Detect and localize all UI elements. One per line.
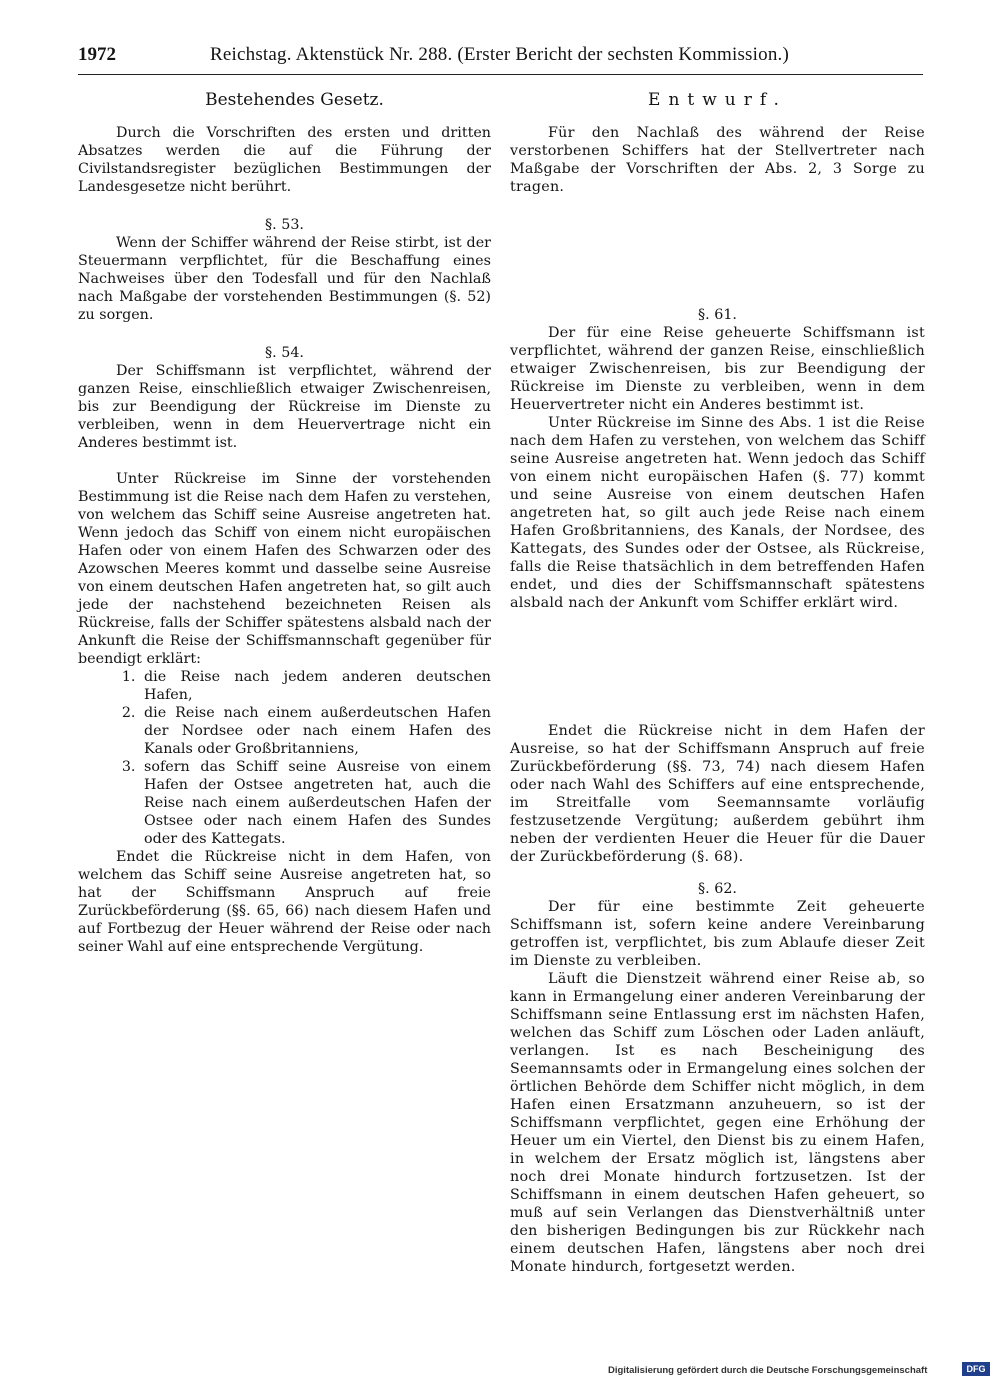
page-number: 1972 — [78, 44, 116, 65]
header-rule — [78, 74, 923, 75]
list-item: 2. die Reise nach einem außerdeutschen Hafen der Nordsee oder nach einem Hafen des Kanals oder Großbritanniens, — [140, 704, 491, 758]
running-header — [78, 44, 923, 70]
right-column-title: Entwurf. — [648, 90, 787, 110]
left-section-53-heading: §. 53. — [265, 217, 304, 233]
left-section-54-heading: §. 54. — [265, 345, 304, 361]
left-paragraph-53: Wenn der Schiffer während der Reise stirbt, ist der Steuermann verpflichtet, für die Beschaffung eines Nachweises über den Todesfall und für den Nachlaß nach Maßgabe der vorstehenden Bestimmungen (§. 52) zu sorgen. — [78, 235, 491, 323]
left-paragraph-intro: Durch die Vorschriften des ersten und dritten Absatzes werden die auf die Führung der Civilstandsregister bezüglichen Bestimmungen der Landesgesetze nicht berührt. — [78, 125, 491, 195]
right-paragraph-intro: Für den Nachlaß des während der Reise verstorbenen Schiffers hat der Stellvertreter nach Maßgabe der Vorschriften der Abs. 2, 3 Sorge zu tragen. — [510, 125, 925, 195]
right-section-62-heading: §. 62. — [698, 881, 737, 897]
footer-credit: Digitalisierung gefördert durch die Deutsche Forschungsgemeinschaft — [608, 1365, 928, 1376]
dfg-logo: DFG — [962, 1362, 990, 1376]
right-paragraph-62a: Der für eine bestimmte Zeit geheuerte Schiffsmann ist, sofern keine andere Vereinbarung getroffen ist, verpflichtet, bis zum Ablaufe dieser Zeit im Dienste zu verbleiben. — [510, 899, 925, 969]
left-paragraph-54b: Unter Rückreise im Sinne der vorstehenden Bestimmung ist die Reise nach dem Hafen zu verstehen, von welchem das Schiff seine Ausreise angetreten hat. Wenn jedoch das Schiff von einem nicht europäischen Hafen oder von einem Hafen des Schwarzen oder des Azowschen Meeres kommt und dasselbe seine Ausreise von einem deutschen Hafen angetreten hat, so gilt auch jede der nachstehend bezeichneten Reisen als Rückreise, falls der Schiffer spätestens alsbald nach der Ankunft die Reise der Schiffsmannschaft gegenüber für beendigt erklärt: — [78, 471, 491, 667]
right-paragraph-62b: Läuft die Dienstzeit während einer Reise ab, so kann in Ermangelung einer anderen Vereinbarung der Schiffsmann seine Entlassung erst im nächsten Hafen, welchen das Schiff zum Löschen oder Laden anläuft, verlangen. Ist es nach Bescheinigung des Seemannsamts oder in Ermangelung eines solchen der örtlichen Behörde dem Schiffer nicht möglich, in dem Hafen einen Ersatzmann anzuheuern, so ist der Schiffsmann verpflichtet, gegen eine Erhöhung der Heuer um ein Viertel, den Dienst bis zu einem Hafen, in welchem der Ersatz möglich ist, längstens aber noch drei Monate hindurch fortzusetzen. Ist der Schiffsmann in einem deutschen Hafen geheuert, so muß auf sein Verlangen das Dienstverhältniß unter den bisherigen Bedingungen bis zur Rückkehr nach einem deutschen Hafen, längstens aber noch drei Monate hindurch, fortgesetzt werden. — [510, 971, 925, 1275]
right-column — [510, 90, 925, 1276]
running-title: Reichstag. Aktenstück Nr. 288. (Erster Bericht der sechsten Kommission.) — [210, 44, 790, 65]
list-item: 3. sofern das Schiff seine Ausreise von einem Hafen der Ostsee angetreten hat, auch die Reise nach einem außerdeutschen Hafen der Ostsee oder nach einem Hafen des Sundes oder des Kattegats. — [140, 758, 491, 848]
left-paragraph-54a: Der Schiffsmann ist verpflichtet, während der ganzen Reise, einschließlich etwaiger Zwischenreisen, bis zur Beendigung der Rückreise im Dienste zu verbleiben, wenn in dem Heuervertrage nicht ein Anderes bestimmt ist. — [78, 363, 491, 451]
right-paragraph-61c: Endet die Rückreise nicht in dem Hafen der Ausreise, so hat der Schiffsmann Anspruch auf freie Zurückbeförderung (§§. 73, 74) nach diesem Hafen oder nach Wahl des Schiffers auf eine entsprechende, im Streitfalle vom Seemannsamte vorläufig festzusetzende Vergütung; außerdem gebührt ihm neben der verdienten Heuer die Heuer für die Dauer der Zurückbeförderung (§. 68). — [510, 723, 925, 865]
right-section-61-heading: §. 61. — [698, 307, 737, 323]
right-paragraph-61a: Der für eine Reise geheuerte Schiffsmann ist verpflichtet, während der ganzen Reise, einschließlich etwaiger Zwischenreisen, bis zur Beendigung der Rückreise im Dienste zu verbleiben, wenn in dem Heuervertreter nicht ein Anderes bestimmt ist. — [510, 325, 925, 413]
right-paragraph-61b: Unter Rückreise im Sinne des Abs. 1 ist die Reise nach dem Hafen zu verstehen, von welchem das Schiff seine Ausreise angetreten hat. Wenn jedoch das Schiff von einem nicht europäischen Hafen (§. 77) kommt und seine Ausreise von einem deutschen Hafen angetreten hat, so gilt auch jede Reise nach einem Hafen Großbritanniens, des Kanals, der Nordsee, des Kattegats, des Sundes oder der Ostsee, als Rückreise, falls die Reise thatsächlich in dem betreffenden Hafen endet, und dies der Schiffsmannschaft spätestens alsbald nach der Ankunft vom Schiffer erklärt wird. — [510, 415, 925, 611]
list-item: 1. die Reise nach jedem anderen deutschen Hafen, — [140, 668, 491, 704]
left-column-title: Bestehendes Gesetz. — [205, 90, 384, 110]
left-list — [78, 668, 491, 848]
left-column — [78, 90, 491, 956]
left-paragraph-54c: Endet die Rückreise nicht in dem Hafen, von welchem das Schiff seine Ausreise angetreten hat, so hat der Schiffsmann Anspruch auf freie Zurückbeförderung (§§. 65, 66) nach diesem Hafen und auf Fortbezug der Heuer während der Reise oder nach seiner Wahl auf eine entsprechende Vergütung. — [78, 849, 491, 955]
